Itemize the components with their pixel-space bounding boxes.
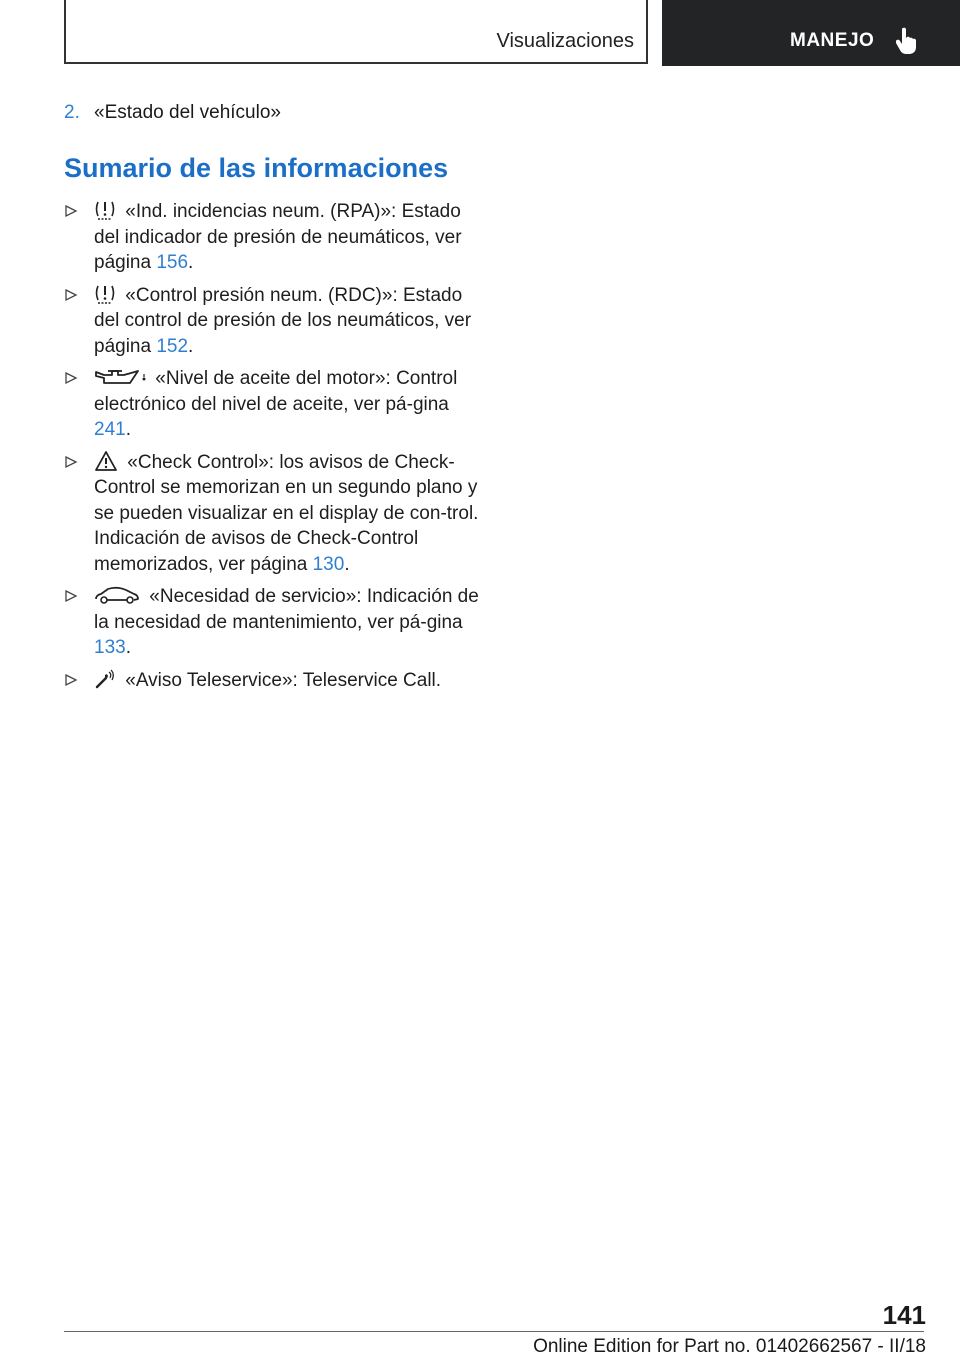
- list-item: [64, 283, 484, 360]
- teleservice-wrench-icon: [94, 668, 116, 690]
- step-number: 2.: [64, 102, 80, 123]
- item-end: .: [188, 252, 194, 273]
- pointing-hand-icon: [896, 26, 920, 54]
- page-content: [64, 100, 484, 700]
- info-list: [64, 199, 484, 693]
- list-item: [64, 584, 484, 661]
- triangle-bullet-icon: [64, 368, 78, 388]
- item-text: «Aviso Teleservice»: Teleservice Call.: [125, 669, 442, 691]
- triangle-bullet-icon: [64, 201, 78, 221]
- tire-pressure-icon: [94, 283, 116, 305]
- item-text: «Check Control»: los avisos de Check-Control se memorizan en un segundo plano y se pueden visualizar en el display de con-trol. Indicación de avisos de Check-Control memorizados, ver página: [94, 451, 479, 575]
- oil-can-icon: [94, 366, 146, 388]
- item-end: .: [188, 335, 194, 357]
- header-chapter-tab: [662, 0, 960, 66]
- item-end: .: [125, 419, 131, 440]
- page-reference-link[interactable]: 130: [312, 553, 345, 575]
- service-car-icon: [94, 584, 140, 606]
- step-text: «Estado del vehículo»: [94, 102, 281, 123]
- tire-pressure-icon: [94, 199, 116, 221]
- item-text: «Control presión neum. (RDC)»: Estado del control de presión de los neumáticos, ver página: [94, 284, 472, 357]
- list-item: [64, 668, 484, 694]
- triangle-bullet-icon: [64, 670, 78, 690]
- step-item: [64, 100, 484, 126]
- page-reference-link[interactable]: 156: [156, 252, 189, 273]
- item-end: .: [125, 637, 131, 658]
- item-text: «Necesidad de servicio»: Indicación de la necesidad de mantenimiento, ver pá-gina: [94, 586, 479, 633]
- chapter-title: MANEJO: [790, 30, 875, 51]
- list-item: [64, 366, 484, 443]
- item-text: «Nivel de aceite del motor»: Control electrónico del nivel de aceite, ver pá-gina: [94, 368, 458, 415]
- triangle-bullet-icon: [64, 452, 78, 472]
- triangle-bullet-icon: [64, 586, 78, 606]
- section-heading: Sumario de las informaciones: [64, 153, 449, 183]
- header-section-box: [64, 0, 648, 64]
- page-reference-link[interactable]: 133: [94, 637, 126, 658]
- edition-note: Online Edition for Part no. 01402662567 - II/18: [533, 1336, 926, 1357]
- list-item: [64, 199, 484, 276]
- item-text: «Ind. incidencias neum. (RPA)»: Estado del indicador de presión de neumáticos, ver página: [94, 201, 462, 273]
- footer-divider: [64, 1331, 924, 1332]
- item-end: .: [344, 553, 350, 575]
- list-item: [64, 450, 484, 578]
- triangle-bullet-icon: [64, 285, 78, 305]
- warning-triangle-icon: [94, 450, 118, 472]
- section-title: Visualizaciones: [496, 30, 634, 52]
- page-number: 141: [882, 1300, 926, 1330]
- page-reference-link[interactable]: 152: [156, 335, 189, 357]
- page-reference-link[interactable]: 241: [94, 419, 126, 440]
